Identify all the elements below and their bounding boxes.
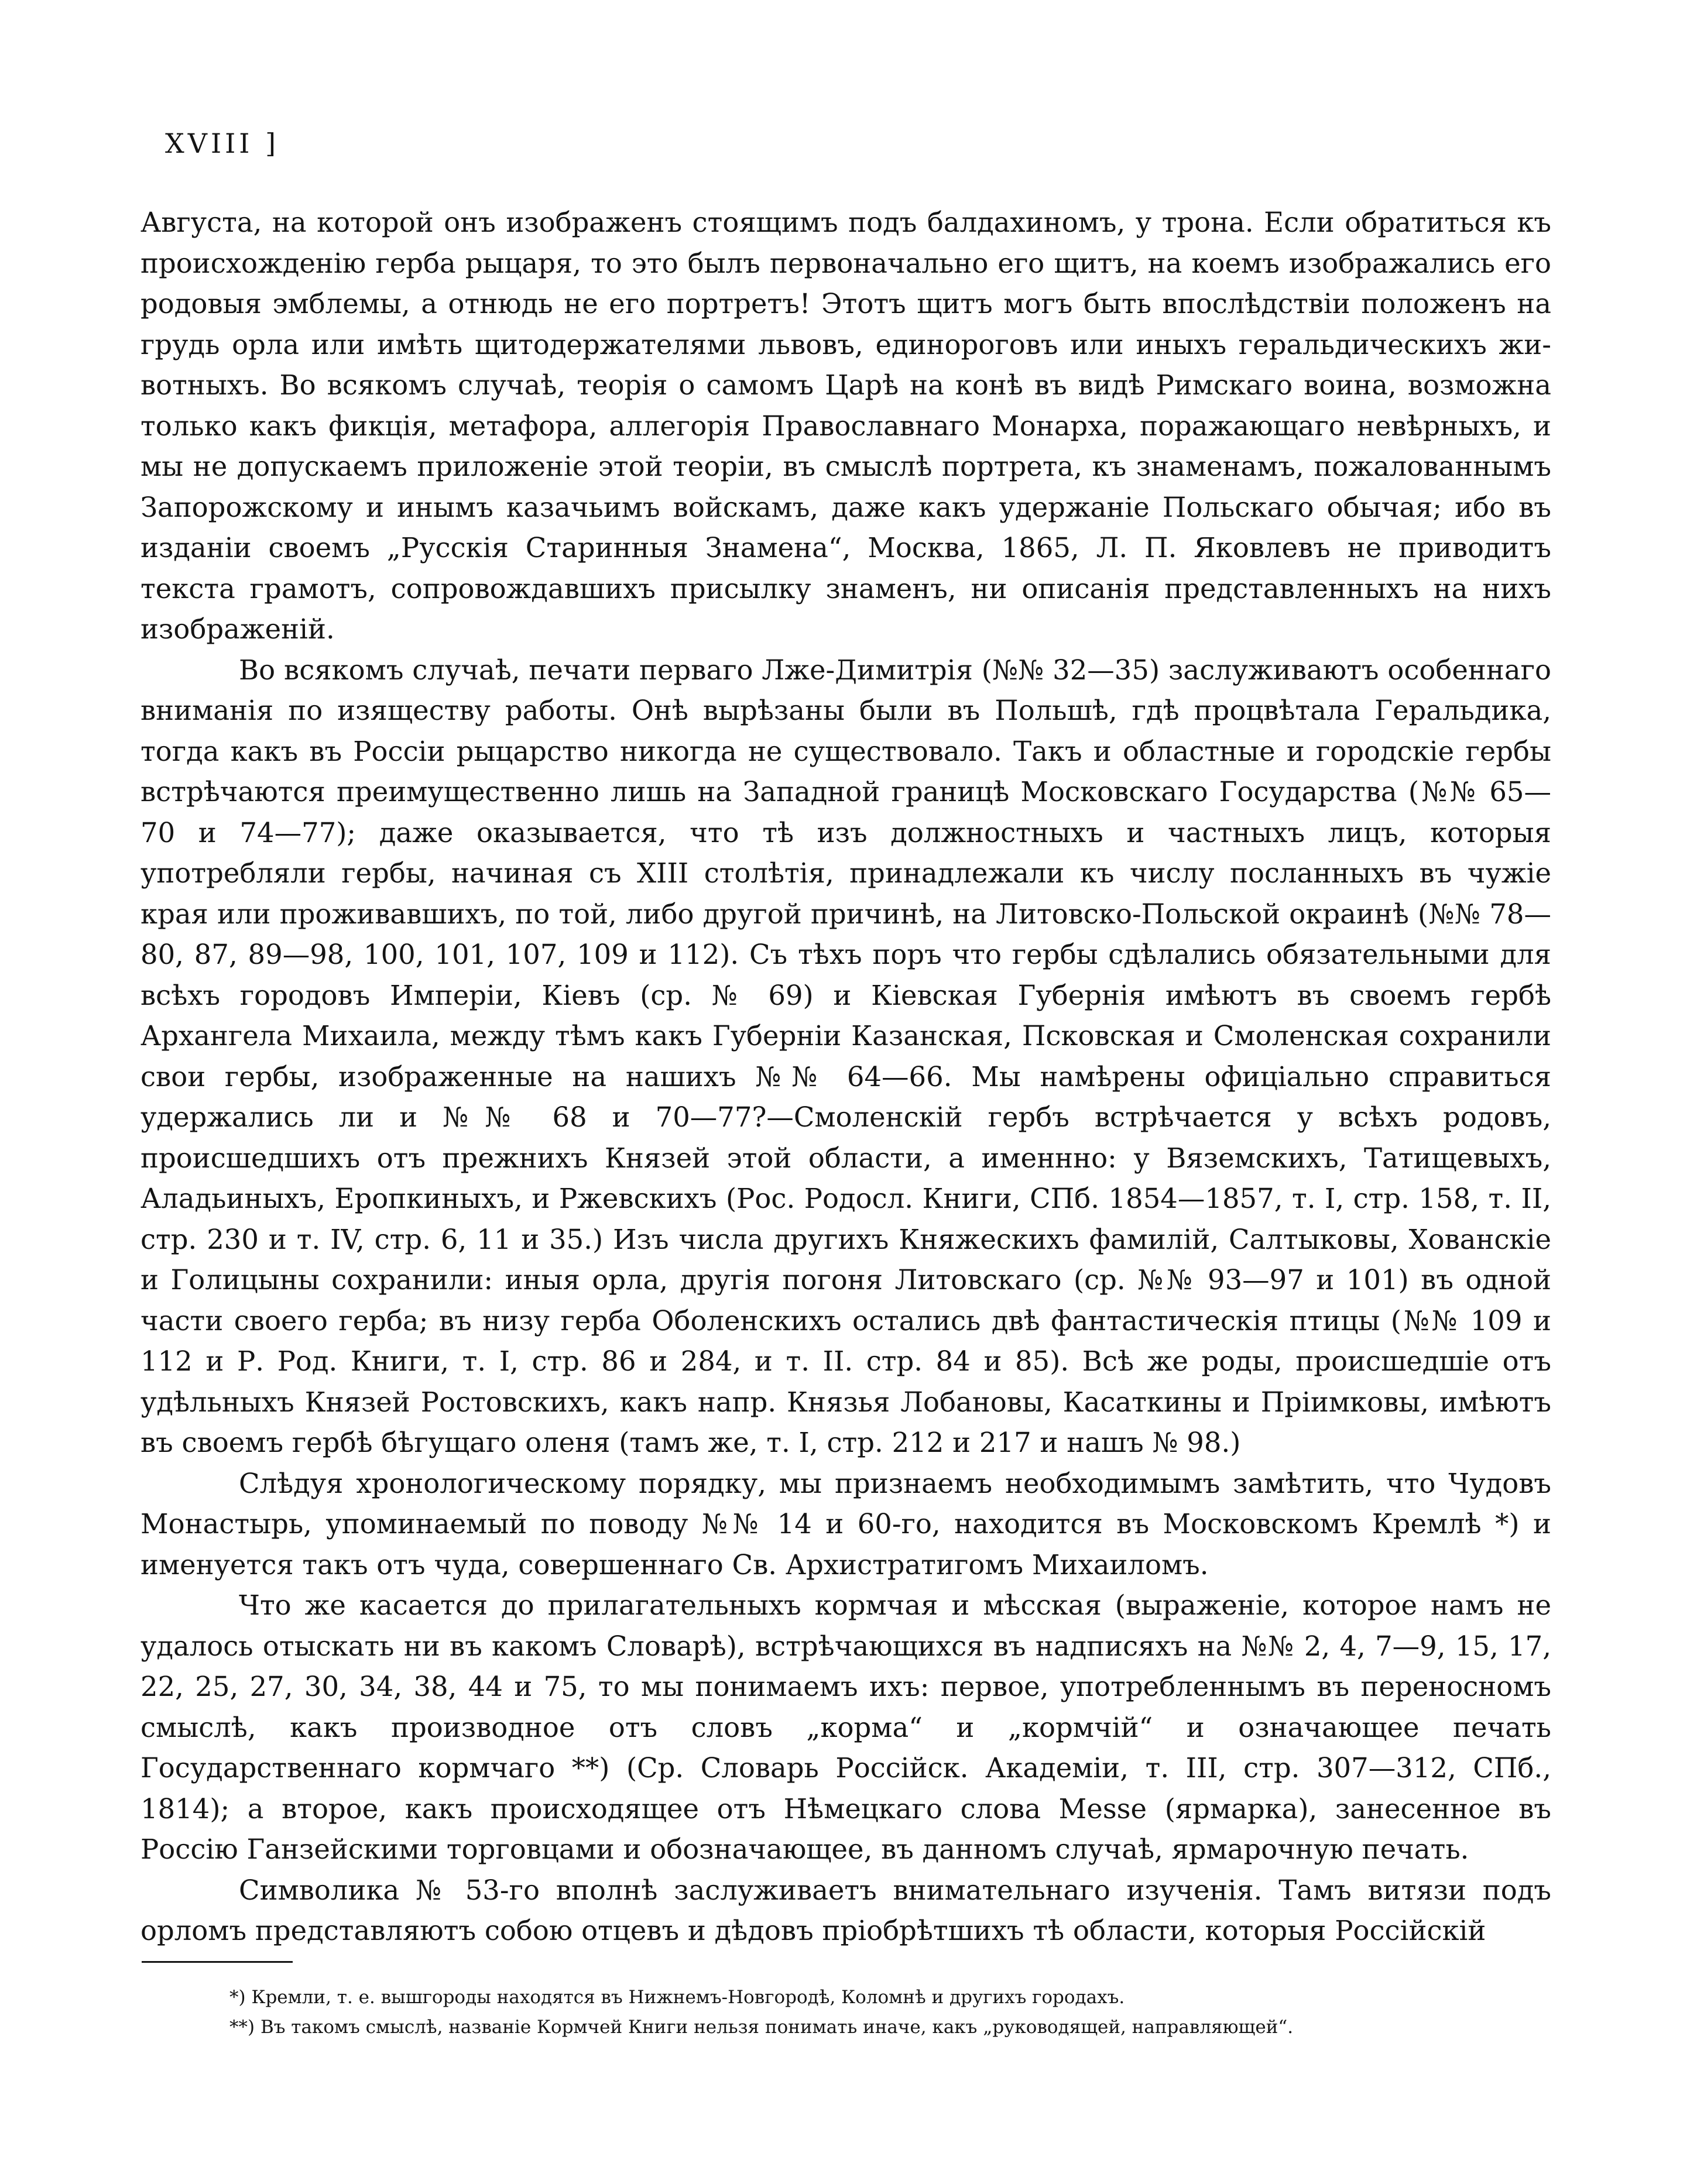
paragraph: Слѣдуя хронологическому порядку, мы признаемъ необходимымъ замѣтить, что Чудовъ Монастырь, упоминаемый по поводу №№ 14 и 60-го, находится въ Московскомъ Кремлѣ *) и именуется такъ отъ чуда, совершеннаго Св. Архистратигомъ Михаиломъ. (140, 1467, 1551, 1581)
paragraph: Символика № 53-го вполнѣ заслуживаетъ внимательнаго изученія. Тамъ витязи подъ орломъ представляютъ собою отцевъ и дѣдовъ пріобрѣтшихъ тѣ области, которыя Россійскій (140, 1874, 1551, 1946)
footnotes (142, 1983, 1552, 2042)
footnote: *) Кремли, т. е. вышгороды находятся въ Нижнемъ-Новгородѣ, Коломнѣ и другихъ городахъ. (229, 1987, 1125, 2008)
body-text (140, 202, 1551, 1952)
page-number: XVIII ] (165, 128, 280, 159)
footnote: **) Въ такомъ смыслѣ, названіе Кормчей Книги нельзя понимать иначе, какъ „руководящей, направляющей“. (229, 2017, 1294, 2038)
footnote-divider (142, 1961, 293, 1963)
paragraph: Августа, на которой онъ изображенъ стоящимъ подъ балдахиномъ, у трона. Если обратиться къ происхожденію герба рыцаря, то это былъ первоначально его щитъ, на коемъ изображались его родовыя эмблемы, а отнюдь не его портретъ! Этотъ щитъ могъ быть впослѣдствіи положенъ на грудь орла или имѣть щитодержателями львовъ, единороговъ или иныхъ геральдическихъ животныхъ. Во всякомъ случаѣ, теорія о самомъ Царѣ на конѣ въ видѣ Римскаго воина, возможна только какъ фикція, метафора, аллегорія Православнаго Монарха, поражающаго невѣрныхъ, и мы не допускаемъ приложеніе этой теоріи, въ смыслѣ портрета, къ знаменамъ, пожалованнымъ Запорожскому и инымъ казачьимъ войскамъ, даже какъ удержаніе Польскаго обычая; ибо въ изданіи своемъ „Русскія Старинныя Знамена“, Москва, 1865, Л. П. Яковлевъ не приводитъ текста грамотъ, сопровождавшихъ присылку знаменъ, ни описанія представленныхъ на нихъ изображеній. (140, 207, 1551, 645)
paragraph: Что же касается до прилагательныхъ кормчая и мѣсская (выраженіе, которое намъ не удалось отыскать ни въ какомъ Словарѣ), встрѣчающихся въ надписяхъ на №№ 2, 4, 7—9, 15, 17, 22, 25, 27, 30, 34, 38, 44 и 75, то мы понимаемъ ихъ: первое, употребленнымъ въ переносномъ смыслѣ, какъ производное отъ словъ „корма“ и „кормчій“ и означающее печать Государственнаго кормчаго **) (Ср. Словарь Россійск. Академіи, т. III, стр. 307—312, СПб., 1814); а второе, какъ происходящее отъ Нѣмецкаго слова Messe (ярмарка), занесенное въ Россію Ганзейскими торговцами и обозначающее, въ данномъ случаѣ, ярмарочную печать. (140, 1589, 1551, 1865)
paragraph: Во всякомъ случаѣ, печати перваго Лже-Димитрія (№№ 32—35) заслуживаютъ особеннаго вниманія по изяществу работы. Онѣ вырѣзаны были въ Польшѣ, гдѣ процвѣтала Геральдика, тогда какъ въ Россіи рыцарство никогда не существовало. Такъ и областные и городскіе гербы встрѣчаются преимущественно лишь на Западной границѣ Московскаго Государства (№№ 65—70 и 74—77); даже оказывается, что тѣ изъ должностныхъ и частныхъ лицъ, которыя употребляли гербы, начиная съ XIII столѣтія, принадлежали къ числу посланныхъ въ чужіе края или проживавшихъ, по той, либо другой причинѣ, на Литовско-Польской окраинѣ (№№ 78—80, 87, 89—98, 100, 101, 107, 109 и 112). Съ тѣхъ поръ что гербы сдѣлались обязательными для всѣхъ городовъ Имперіи, Кіевъ (ср. № 69) и Кіевская Губернія имѣютъ въ своемъ гербѣ Архангела Михаила, между тѣмъ какъ Губерніи Казанская, Псковская и Смоленская сохранили свои гербы, изображенные на нашихъ №№ 64—66. Мы намѣрены офиціально справиться удержались ли и №№ 68 и 70—77?—Смоленскій гербъ встрѣчается у всѣхъ родовъ, происшедшихъ отъ прежнихъ Князей этой области, а именнно: у Вяземскихъ, Татищевыхъ, Аладьиныхъ, Еропкиныхъ, и Ржевскихъ (Рос. Родосл. Книги, СПб. 1854—1857, т. I, стр. 158, т. II, стр. 230 и т. IV, стр. 6, 11 и 35.) Изъ числа другихъ Княжескихъ фамилій, Салтыковы, Хованскіе и Голицыны сохранили: иныя орла, другія погоня Литовскаго (ср. №№ 93—97 и 101) въ одной части своего герба; въ низу герба Оболенскихъ остались двѣ фантастическія птицы (№№ 109 и 112 и Р. Род. Книги, т. I, стр. 86 и 284, и т. II. стр. 84 и 85). Всѣ же роды, происшедшіе отъ удѣльныхъ Князей Ростовскихъ, какъ напр. Князья Лобановы, Касаткины и Пріимковы, имѣютъ въ своемъ гербѣ бѣгущаго оленя (тамъ же, т. I, стр. 212 и 217 и нашъ № 98.) (140, 654, 1551, 1458)
